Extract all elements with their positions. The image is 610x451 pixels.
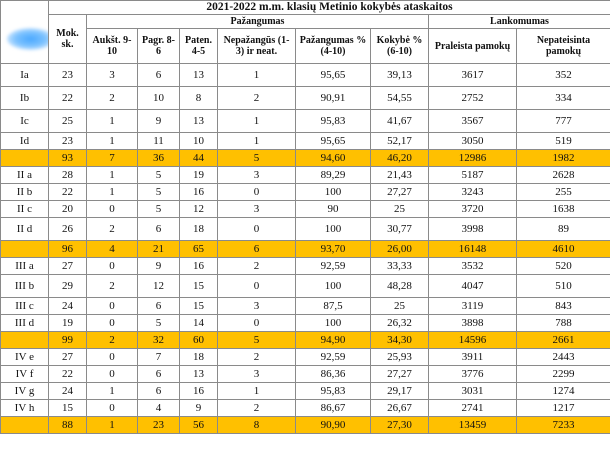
satisfactory-cell: 14 xyxy=(180,315,218,332)
progress-pct-cell: 86,36 xyxy=(296,366,371,383)
satisfactory-cell: 56 xyxy=(180,417,218,434)
table-row xyxy=(1,366,610,383)
students-cell: 93 xyxy=(49,150,87,167)
missed-cell: 13459 xyxy=(429,417,517,434)
failing-header: Nepažangūs (1-3) ir neat. xyxy=(218,29,296,64)
unexcused-cell: 2628 xyxy=(517,167,610,184)
high-cell: 0 xyxy=(87,201,138,218)
quality-pct-cell: 26,67 xyxy=(371,400,429,417)
students-cell: 29 xyxy=(49,275,87,298)
basic-cell: 9 xyxy=(138,258,180,275)
students-cell: 27 xyxy=(49,349,87,366)
progress-pct-cell: 92,59 xyxy=(296,349,371,366)
progress-pct-cell: 90,90 xyxy=(296,417,371,434)
progress-pct-cell: 93,70 xyxy=(296,241,371,258)
quality-pct-cell: 34,30 xyxy=(371,332,429,349)
failing-cell: 3 xyxy=(218,201,296,218)
high-cell: 0 xyxy=(87,315,138,332)
basic-cell: 7 xyxy=(138,349,180,366)
table-row xyxy=(1,383,610,400)
students-cell: 23 xyxy=(49,133,87,150)
table-row xyxy=(1,349,610,366)
missed-cell: 3720 xyxy=(429,201,517,218)
failing-cell: 3 xyxy=(218,298,296,315)
students-cell: 22 xyxy=(49,366,87,383)
progress-pct-cell: 94,60 xyxy=(296,150,371,167)
quality-pct-cell: 26,32 xyxy=(371,315,429,332)
progress-pct-cell: 100 xyxy=(296,218,371,241)
high-cell: 0 xyxy=(87,298,138,315)
unexcused-cell: 519 xyxy=(517,133,610,150)
quality-pct-cell: 21,43 xyxy=(371,167,429,184)
unexcused-cell: 843 xyxy=(517,298,610,315)
students-cell: 22 xyxy=(49,184,87,201)
class-cell: III c xyxy=(1,298,49,315)
subtotal-row xyxy=(1,417,610,434)
satisfactory-cell: 18 xyxy=(180,218,218,241)
basic-cell: 21 xyxy=(138,241,180,258)
table-row xyxy=(1,315,610,332)
satisfactory-cell: 16 xyxy=(180,258,218,275)
students-cell: 20 xyxy=(49,201,87,218)
quality-pct-cell: 25 xyxy=(371,298,429,315)
unexcused-cell: 255 xyxy=(517,184,610,201)
students-cell: 26 xyxy=(49,218,87,241)
failing-cell: 3 xyxy=(218,167,296,184)
progress-pct-cell: 100 xyxy=(296,315,371,332)
high-cell: 2 xyxy=(87,218,138,241)
class-cell: II a xyxy=(1,167,49,184)
class-cell: II c xyxy=(1,201,49,218)
failing-cell: 2 xyxy=(218,87,296,110)
high-cell: 7 xyxy=(87,150,138,167)
basic-cell: 10 xyxy=(138,87,180,110)
high-cell: 4 xyxy=(87,241,138,258)
missed-cell: 4047 xyxy=(429,275,517,298)
class-cell: II b xyxy=(1,184,49,201)
failing-cell: 8 xyxy=(218,417,296,434)
satisfactory-cell: 13 xyxy=(180,64,218,87)
high-cell: 3 xyxy=(87,64,138,87)
satisfactory-cell: 8 xyxy=(180,87,218,110)
satisfactory-cell: 9 xyxy=(180,400,218,417)
unexcused-cell: 520 xyxy=(517,258,610,275)
students-cell: 28 xyxy=(49,167,87,184)
progress-pct-header: Pažangumas % (4-10) xyxy=(296,29,371,64)
failing-cell: 3 xyxy=(218,366,296,383)
high-cell: 1 xyxy=(87,110,138,133)
quality-pct-cell: 48,28 xyxy=(371,275,429,298)
basic-cell: 6 xyxy=(138,64,180,87)
table-row xyxy=(1,298,610,315)
progress-pct-cell: 87,5 xyxy=(296,298,371,315)
satisfactory-cell: 16 xyxy=(180,184,218,201)
table-row xyxy=(1,201,610,218)
basic-cell: 32 xyxy=(138,332,180,349)
quality-pct-cell: 27,30 xyxy=(371,417,429,434)
basic-cell: 5 xyxy=(138,315,180,332)
progress-pct-cell: 90,91 xyxy=(296,87,371,110)
missed-cell: 3243 xyxy=(429,184,517,201)
students-cell: 99 xyxy=(49,332,87,349)
table-row xyxy=(1,110,610,133)
students-cell: 88 xyxy=(49,417,87,434)
missed-cell: 3050 xyxy=(429,133,517,150)
basic-cell: 6 xyxy=(138,218,180,241)
failing-cell: 1 xyxy=(218,133,296,150)
unexcused-cell: 777 xyxy=(517,110,610,133)
quality-pct-cell: 52,17 xyxy=(371,133,429,150)
high-cell: 1 xyxy=(87,417,138,434)
progress-pct-cell: 95,83 xyxy=(296,110,371,133)
failing-cell: 2 xyxy=(218,400,296,417)
missed-cell: 2752 xyxy=(429,87,517,110)
high-header: Aukšt. 9-10 xyxy=(87,29,138,64)
progress-pct-cell: 95,65 xyxy=(296,133,371,150)
basic-cell: 23 xyxy=(138,417,180,434)
class-cell: Ic xyxy=(1,110,49,133)
missed-cell: 3031 xyxy=(429,383,517,400)
missed-header: Praleista pamokų xyxy=(429,29,517,64)
basic-cell: 5 xyxy=(138,167,180,184)
failing-cell: 1 xyxy=(218,383,296,400)
basic-cell: 6 xyxy=(138,383,180,400)
missed-cell: 3119 xyxy=(429,298,517,315)
class-cell: IV g xyxy=(1,383,49,400)
class-cell: IV h xyxy=(1,400,49,417)
missed-cell: 16148 xyxy=(429,241,517,258)
class-cell: III a xyxy=(1,258,49,275)
missed-cell: 3776 xyxy=(429,366,517,383)
missed-cell: 3998 xyxy=(429,218,517,241)
high-cell: 1 xyxy=(87,167,138,184)
quality-pct-cell: 39,13 xyxy=(371,64,429,87)
unexcused-header: Nepateisinta pamokų xyxy=(517,29,610,64)
quality-pct-cell: 33,33 xyxy=(371,258,429,275)
students-cell: 24 xyxy=(49,298,87,315)
table-row xyxy=(1,64,610,87)
quality-pct-cell: 27,27 xyxy=(371,184,429,201)
progress-group-header: Pažangumas xyxy=(87,15,429,29)
progress-pct-cell: 92,59 xyxy=(296,258,371,275)
unexcused-cell: 4610 xyxy=(517,241,610,258)
students-header: Mok. sk. xyxy=(49,15,87,64)
subtotal-row xyxy=(1,332,610,349)
subtotal-row xyxy=(1,241,610,258)
missed-cell: 3567 xyxy=(429,110,517,133)
students-cell: 15 xyxy=(49,400,87,417)
progress-pct-cell: 95,83 xyxy=(296,383,371,400)
quality-pct-cell: 25,93 xyxy=(371,349,429,366)
high-cell: 2 xyxy=(87,332,138,349)
basic-cell: 5 xyxy=(138,201,180,218)
class-cell xyxy=(1,241,49,258)
unexcused-cell: 1274 xyxy=(517,383,610,400)
unexcused-cell: 352 xyxy=(517,64,610,87)
failing-cell: 2 xyxy=(218,349,296,366)
progress-pct-cell: 90 xyxy=(296,201,371,218)
basic-cell: 12 xyxy=(138,275,180,298)
high-cell: 2 xyxy=(87,87,138,110)
table-row xyxy=(1,218,610,241)
unexcused-cell: 334 xyxy=(517,87,610,110)
missed-cell: 12986 xyxy=(429,150,517,167)
students-cell: 24 xyxy=(49,383,87,400)
students-cell: 23 xyxy=(49,64,87,87)
table-row xyxy=(1,184,610,201)
satisfactory-cell: 44 xyxy=(180,150,218,167)
quality-pct-cell: 29,17 xyxy=(371,383,429,400)
satisfactory-cell: 19 xyxy=(180,167,218,184)
quality-pct-cell: 27,27 xyxy=(371,366,429,383)
unexcused-cell: 2443 xyxy=(517,349,610,366)
satisfactory-cell: 65 xyxy=(180,241,218,258)
quality-pct-cell: 26,00 xyxy=(371,241,429,258)
missed-cell: 5187 xyxy=(429,167,517,184)
table-row xyxy=(1,258,610,275)
satisfactory-cell: 12 xyxy=(180,201,218,218)
table-title: 2021-2022 m.m. klasių Metinio kokybės ataskaitos xyxy=(49,1,610,15)
satisfactory-header: Paten. 4-5 xyxy=(180,29,218,64)
table-row xyxy=(1,167,610,184)
class-cell: Ia xyxy=(1,64,49,87)
high-cell: 1 xyxy=(87,383,138,400)
high-cell: 1 xyxy=(87,133,138,150)
unexcused-cell: 89 xyxy=(517,218,610,241)
satisfactory-cell: 15 xyxy=(180,275,218,298)
high-cell: 0 xyxy=(87,400,138,417)
progress-pct-cell: 94,90 xyxy=(296,332,371,349)
unexcused-cell: 510 xyxy=(517,275,610,298)
class-cell xyxy=(1,150,49,167)
high-cell: 2 xyxy=(87,275,138,298)
satisfactory-cell: 13 xyxy=(180,110,218,133)
students-cell: 19 xyxy=(49,315,87,332)
unexcused-cell: 1638 xyxy=(517,201,610,218)
satisfactory-cell: 16 xyxy=(180,383,218,400)
quality-pct-cell: 54,55 xyxy=(371,87,429,110)
class-cell: IV e xyxy=(1,349,49,366)
high-cell: 1 xyxy=(87,184,138,201)
satisfactory-cell: 60 xyxy=(180,332,218,349)
basic-cell: 4 xyxy=(138,400,180,417)
missed-cell: 3898 xyxy=(429,315,517,332)
students-cell: 96 xyxy=(49,241,87,258)
missed-cell: 2741 xyxy=(429,400,517,417)
failing-cell: 2 xyxy=(218,258,296,275)
failing-cell: 1 xyxy=(218,110,296,133)
basic-cell: 9 xyxy=(138,110,180,133)
class-cell: IV f xyxy=(1,366,49,383)
progress-pct-cell: 89,29 xyxy=(296,167,371,184)
blurred-logo-icon xyxy=(7,28,49,50)
logo-cell xyxy=(1,1,49,64)
failing-cell: 0 xyxy=(218,184,296,201)
unexcused-cell: 788 xyxy=(517,315,610,332)
subtotal-row xyxy=(1,150,610,167)
quality-pct-cell: 30,77 xyxy=(371,218,429,241)
progress-pct-cell: 100 xyxy=(296,184,371,201)
failing-cell: 0 xyxy=(218,218,296,241)
missed-cell: 14596 xyxy=(429,332,517,349)
table-row xyxy=(1,87,610,110)
unexcused-cell: 2299 xyxy=(517,366,610,383)
class-cell: III d xyxy=(1,315,49,332)
failing-cell: 0 xyxy=(218,275,296,298)
unexcused-cell: 1217 xyxy=(517,400,610,417)
failing-cell: 0 xyxy=(218,315,296,332)
progress-pct-cell: 95,65 xyxy=(296,64,371,87)
unexcused-cell: 1982 xyxy=(517,150,610,167)
satisfactory-cell: 18 xyxy=(180,349,218,366)
basic-cell: 6 xyxy=(138,298,180,315)
missed-cell: 3532 xyxy=(429,258,517,275)
high-cell: 0 xyxy=(87,258,138,275)
missed-cell: 3911 xyxy=(429,349,517,366)
students-cell: 25 xyxy=(49,110,87,133)
table-body xyxy=(1,64,610,434)
class-cell: Id xyxy=(1,133,49,150)
basic-header: Pagr. 8-6 xyxy=(138,29,180,64)
class-cell: Ib xyxy=(1,87,49,110)
satisfactory-cell: 10 xyxy=(180,133,218,150)
students-cell: 22 xyxy=(49,87,87,110)
unexcused-cell: 2661 xyxy=(517,332,610,349)
satisfactory-cell: 15 xyxy=(180,298,218,315)
failing-cell: 5 xyxy=(218,332,296,349)
table-row xyxy=(1,275,610,298)
class-cell xyxy=(1,332,49,349)
failing-cell: 5 xyxy=(218,150,296,167)
basic-cell: 5 xyxy=(138,184,180,201)
failing-cell: 1 xyxy=(218,64,296,87)
basic-cell: 11 xyxy=(138,133,180,150)
progress-pct-cell: 86,67 xyxy=(296,400,371,417)
quality-pct-cell: 41,67 xyxy=(371,110,429,133)
class-cell: III b xyxy=(1,275,49,298)
progress-pct-cell: 100 xyxy=(296,275,371,298)
quality-pct-cell: 25 xyxy=(371,201,429,218)
basic-cell: 36 xyxy=(138,150,180,167)
class-cell: II d xyxy=(1,218,49,241)
failing-cell: 6 xyxy=(218,241,296,258)
high-cell: 0 xyxy=(87,366,138,383)
students-cell: 27 xyxy=(49,258,87,275)
class-cell xyxy=(1,417,49,434)
quality-pct-header: Kokybė % (6-10) xyxy=(371,29,429,64)
unexcused-cell: 7233 xyxy=(517,417,610,434)
missed-cell: 3617 xyxy=(429,64,517,87)
table-row xyxy=(1,400,610,417)
high-cell: 0 xyxy=(87,349,138,366)
quality-pct-cell: 46,20 xyxy=(371,150,429,167)
basic-cell: 6 xyxy=(138,366,180,383)
satisfactory-cell: 13 xyxy=(180,366,218,383)
table-row xyxy=(1,133,610,150)
attendance-group-header: Lankomumas xyxy=(429,15,610,29)
